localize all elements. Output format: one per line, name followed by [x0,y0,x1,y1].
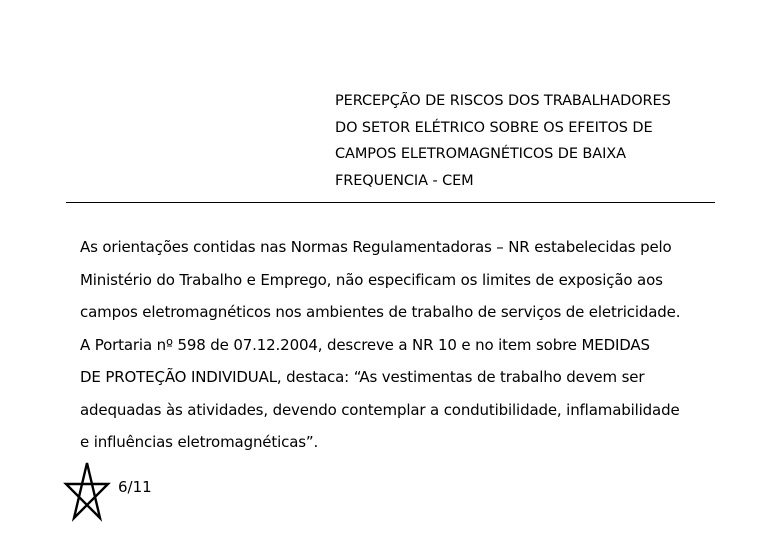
body-line: A Portaria nº 598 de 07.12.2004, descreve a NR 10 e no item sobre MEDIDAS [80,335,650,354]
body-text [80,231,740,459]
title-line: PERCEPÇÃO DE RISCOS DOS TRABALHADORES [335,93,671,109]
body-line: e influências eletromagnéticas”. [80,433,319,451]
star-pentagram-icon [60,460,114,522]
title-line: DO SETOR ELÉTRICO SOBRE OS EFEITOS DE [335,119,653,136]
body-line: adequadas às atividades, devendo contemplar a condutibilidade, inflamabilidade [80,400,680,419]
body-line: DE PROTEÇÃO INDIVIDUAL, destaca: “As vestimentas de trabalho devem ser [80,368,645,386]
slide-title [335,88,735,194]
page-number: 6/11 [118,478,152,496]
body-line: Ministério do Trabalho e Emprego, não especificam os limites de exposição aos [80,270,663,289]
title-divider [66,202,715,203]
body-line: As orientações contidas nas Normas Regulamentadoras – NR estabelecidas pelo [80,238,672,256]
body-line: campos eletromagnéticos nos ambientes de trabalho de serviços de eletricidade. [80,303,681,321]
title-line: FREQUENCIA - CEM [335,172,474,189]
title-line: CAMPOS ELETROMAGNÉTICOS DE BAIXA [335,146,626,162]
